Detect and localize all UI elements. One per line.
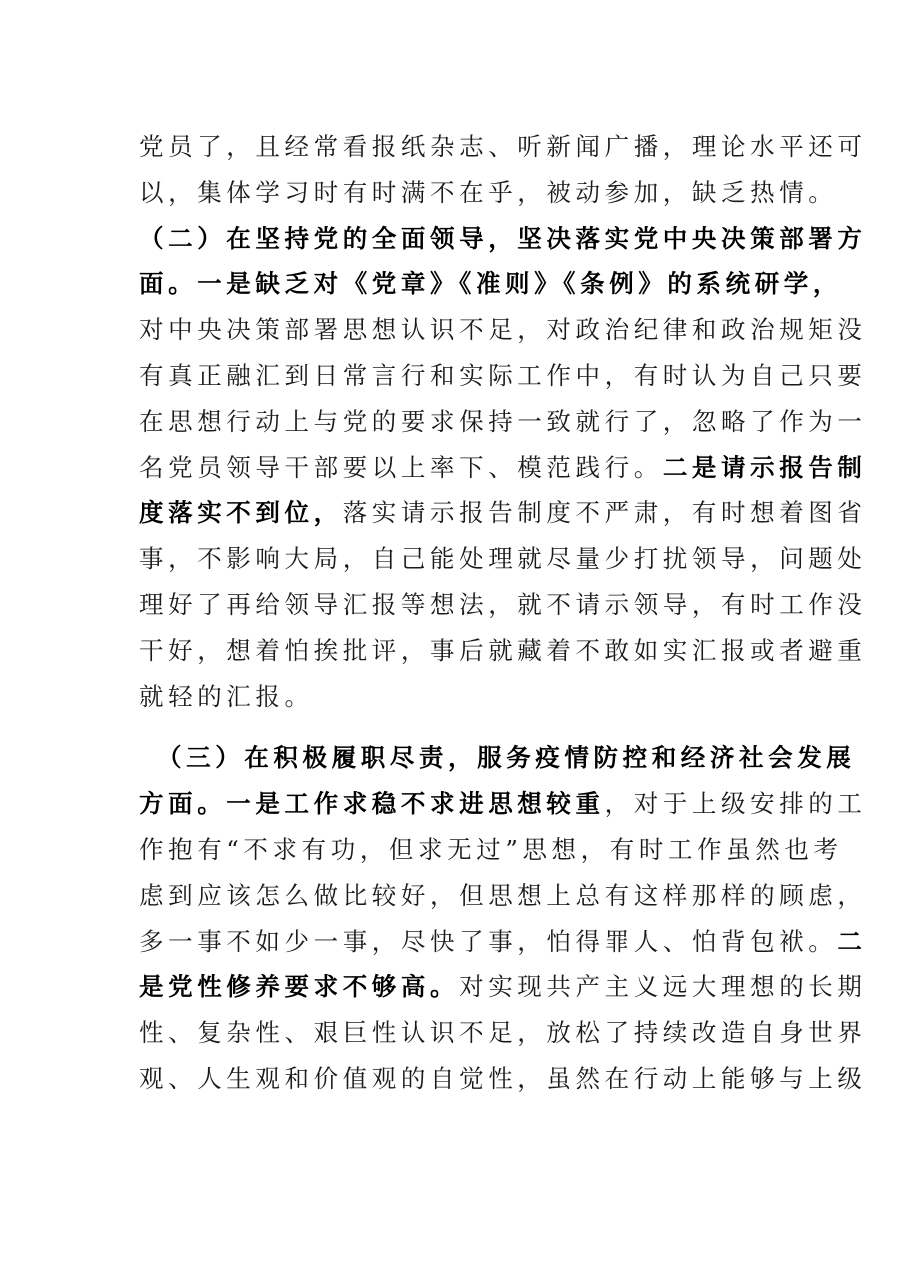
text-line: 度落实不到位，落实请示报告制度不严肃，有时想着图省	[139, 498, 867, 528]
section-heading-line: （二）在坚持党的全面领导，坚决落实党中央决策部署方	[139, 223, 867, 253]
text-line: 事，不影响大局，自己能处理就尽量少打扰领导，问题处	[139, 544, 867, 574]
text-line: 观、人生观和价值观的自觉性，虽然在行动上能够与上级	[139, 1063, 867, 1093]
text-line: 性、复杂性、艰巨性认识不足，放松了持续改造自身世界	[139, 1018, 867, 1048]
text-line: 多一事不如少一事，尽快了事，怕得罪人、怕背包袱。二	[139, 926, 867, 956]
section-heading-line: （三）在积极履职尽责，服务疫情防控和经济社会发展	[157, 743, 856, 773]
text-line: 就轻的汇报。	[139, 681, 314, 711]
text-line: 对中央决策部署思想认识不足，对政治纪律和政治规矩没	[139, 315, 867, 345]
text-line: 方面。一是工作求稳不求进思想较重，对于上级安排的工	[139, 789, 867, 819]
text-line: 党员了，且经常看报纸杂志、听新闻广播，理论水平还可	[139, 132, 867, 161]
text-line: 作抱有“不求有功，但求无过”思想，有时工作虽然也考	[139, 834, 843, 864]
text-line: 是党性修养要求不够高。对实现共产主义远大理想的长期	[139, 972, 867, 1002]
text-line: 虑到应该怎么做比较好，但思想上总有这样那样的顾虑，	[139, 880, 867, 910]
section-heading-line: 面。一是缺乏对《党章》《准则》《条例》的系统研学，	[139, 269, 842, 299]
text-line: 干好，想着怕挨批评，事后就藏着不敢如实汇报或者避重	[139, 635, 867, 665]
text-line: 有真正融汇到日常言行和实际工作中，有时认为自己只要	[139, 360, 867, 390]
text-line: 在思想行动上与党的要求保持一致就行了，忽略了作为一	[139, 406, 867, 436]
document-body	[139, 124, 867, 1102]
text-line: 以，集体学习时有时满不在乎，被动参加，缺乏热情。	[139, 177, 838, 207]
text-line: 名党员领导干部要以上率下、模范践行。二是请示报告制	[139, 452, 867, 482]
paragraph-gap	[139, 719, 771, 735]
text-line: 理好了再给领导汇报等想法，就不请示领导，有时工作没	[139, 589, 867, 619]
